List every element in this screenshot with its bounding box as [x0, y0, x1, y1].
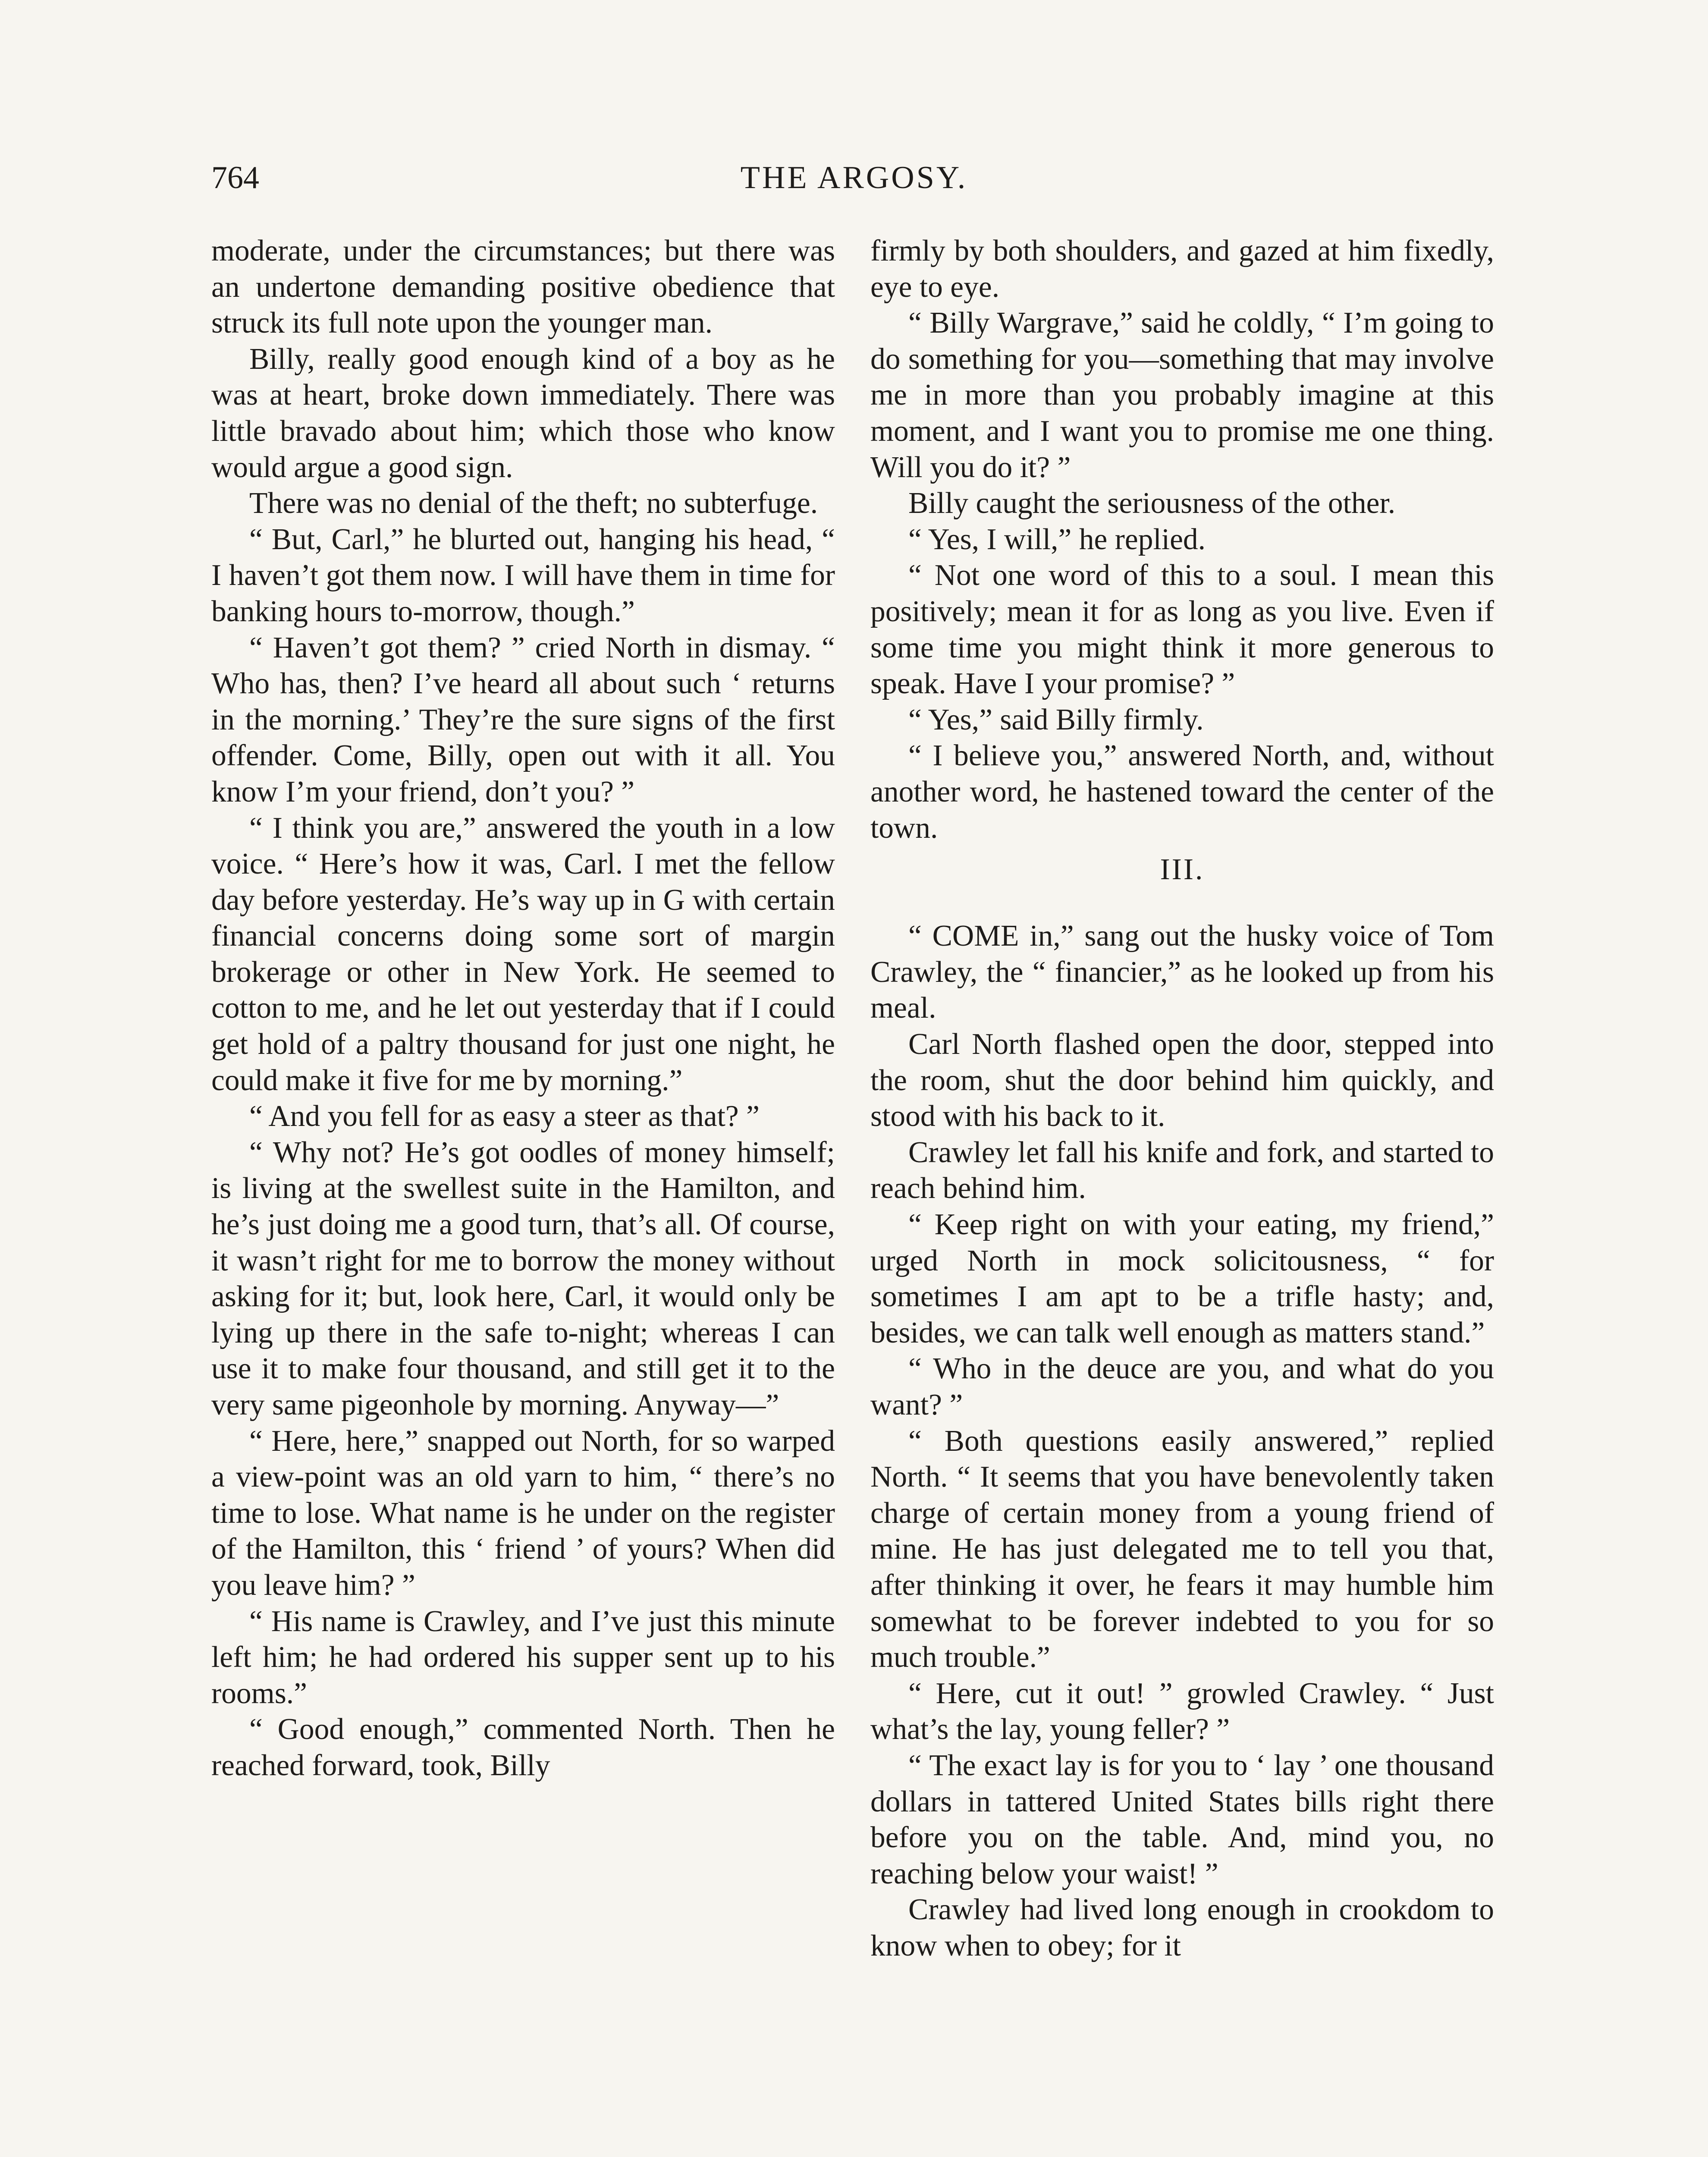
- paragraph: “ Who in the deuce are you, and what do you want? ”: [870, 1352, 1494, 1421]
- section-heading: III.: [1160, 853, 1205, 887]
- paragraph: Billy, really good enough kind of a boy as he was at heart, broke down immediately. There was little bravado about him; which those who know would argue a good sign.: [211, 342, 835, 484]
- paragraph: “ Billy Wargrave,” said he coldly, “ I’m going to do something for you—something that may involve me in more than you probably imagine at this moment, and I want you to promise me one thing. Will you do it? ”: [870, 306, 1494, 484]
- paragraph: “ Both questions easily answered,” replied North. “ It seems that you have benevolently taken charge of certain money from a young friend of mine. He has just delegated me to tell you that, after thinking it over, he fears it may humble him somewhat to be forever indebted to you for so much trouble.”: [870, 1424, 1494, 1674]
- paragraph: moderate, under the circumstances; but there was an undertone demanding positive obedience that struck its full note upon the younger man.: [211, 234, 835, 340]
- left-text-column: [211, 233, 835, 1784]
- paragraph: There was no denial of the theft; no subterfuge.: [249, 487, 818, 520]
- paragraph: “ Good enough,” commented North. Then he reached forward, took, Billy: [211, 1713, 835, 1782]
- paragraph: “ Here, cut it out! ” growled Crawley. “ Just what’s the lay, young feller? ”: [870, 1676, 1494, 1746]
- right-column-lower-text: [870, 918, 1494, 1964]
- paragraph: “ COME in,” sang out the husky voice of Tom Crawley, the “ financier,” as he looked up from his meal.: [870, 919, 1494, 1025]
- paragraph: “ Keep right on with your eating, my friend,” urged North in mock solicitousness, “ for sometimes I am apt to be a trifle hasty; and, besides, we can talk well enough as matters stand.”: [870, 1208, 1494, 1349]
- paragraph: “ Haven’t got them? ” cried North in dismay. “ Who has, then? I’ve heard all about such ‘ returns in the morning.’ They’re the sure signs of the first offender. Come, Billy, open out with it all. You know I’m your friend, don’t you? ”: [211, 631, 835, 808]
- paragraph: “ The exact lay is for you to ‘ lay ’ one thousand dollars in tattered United States bills right there before you on the table. And, mind you, no reaching below your waist! ”: [870, 1748, 1494, 1890]
- paragraph: “ And you fell for as easy a steer as that? ”: [249, 1100, 760, 1133]
- paragraph: “ Not one word of this to a soul. I mean this positively; mean it for as long as you live. Even if some time you might think it more generous to speak. Have I your promise? ”: [870, 559, 1494, 701]
- paragraph: “ Yes, I will,” he replied.: [908, 522, 1206, 556]
- paragraph: “ But, Carl,” he blurted out, hanging his head, “ I haven’t got them now. I will have them in time for banking hours to-morrow, though.”: [211, 522, 835, 628]
- paragraph: Carl North flashed open the door, stepped into the room, shut the door behind him quickly, and stood with his back to it.: [870, 1028, 1494, 1133]
- paragraph: “ His name is Crawley, and I’ve just this minute left him; he had ordered his supper sent up to his rooms.”: [211, 1604, 835, 1710]
- paragraph: firmly by both shoulders, and gazed at him fixedly, eye to eye.: [870, 234, 1494, 304]
- paragraph: “ Yes,” said Billy firmly.: [908, 703, 1204, 736]
- running-title: THE ARGOSY.: [740, 160, 968, 195]
- paragraph: “ I think you are,” answered the youth in a low voice. “ Here’s how it was, Carl. I met the fellow day before yesterday. He’s way up in G with certain financial concerns doing some sort of margin brokerage or other in New York. He seemed to cotton to me, and he let out yesterday that if I could get hold of a paltry thousand for just one night, he could make it five for me by morning.”: [211, 811, 835, 1097]
- paragraph: Crawley had lived long enough in crookdom to know when to obey; for it: [870, 1893, 1494, 1962]
- page-header: [0, 160, 1708, 203]
- paragraph: Billy caught the seriousness of the other.: [908, 487, 1396, 520]
- paragraph: “ Here, here,” snapped out North, for so warped a view-point was an old yarn to him, “ there’s no time to lose. What name is he under on the register of the Hamilton, this ‘ friend ’ of yours? When did you leave him? ”: [211, 1424, 835, 1602]
- paragraph: “ Why not? He’s got oodles of money himself; is living at the swellest suite in the Hamilton, and he’s just doing me a good turn, that’s all. Of course, it wasn’t right for me to borrow the money without asking for it; but, look here, Carl, it would only be lying up there in the safe to-night; whereas I can use it to make four thousand, and still get it to the very same pigeonhole by morning. Anyway—”: [211, 1135, 835, 1421]
- right-text-column: [870, 233, 1494, 1964]
- right-column-upper-text: [870, 233, 1494, 846]
- paragraph: “ I believe you,” answered North, and, without another word, he hastened toward the center of the town.: [870, 739, 1494, 845]
- paragraph: Crawley let fall his knife and fork, and started to reach behind him.: [870, 1135, 1494, 1205]
- page-number: 764: [211, 160, 259, 195]
